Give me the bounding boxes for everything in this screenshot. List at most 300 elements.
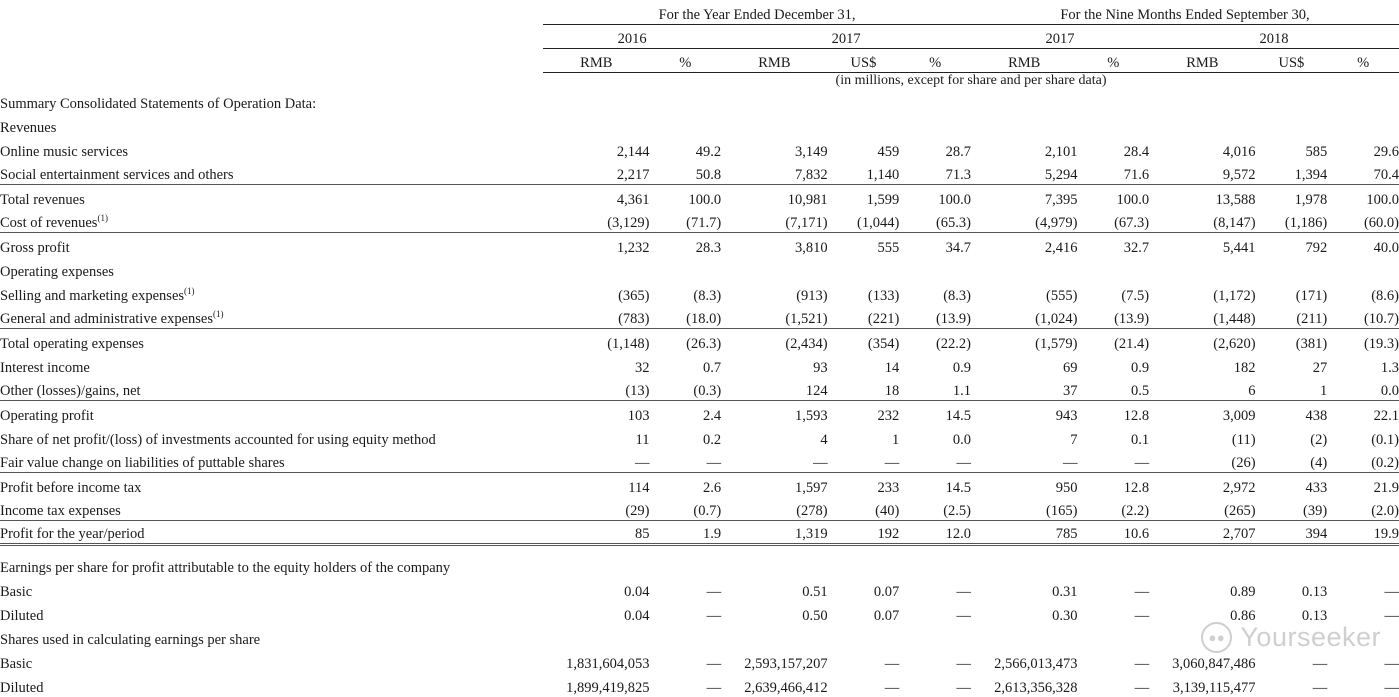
cell-value: (22.2) bbox=[899, 329, 971, 353]
cell-value: (1,024) bbox=[1035, 311, 1078, 327]
header-spacer bbox=[0, 24, 543, 48]
row-label: Income tax expenses bbox=[0, 503, 121, 519]
cell-value: 438 bbox=[1256, 401, 1328, 425]
cell-value: (2.2) bbox=[1121, 503, 1150, 519]
cell-value: 2.6 bbox=[650, 473, 722, 497]
header-col-pct-2017: % bbox=[899, 48, 971, 72]
table-row bbox=[0, 329, 1399, 353]
row-label: Summary Consolidated Statements of Operation Data: bbox=[0, 95, 317, 112]
cell-value bbox=[1327, 89, 1399, 113]
cell-value: 4,016 bbox=[1222, 143, 1256, 160]
cell-value: 40.0 bbox=[1327, 233, 1399, 257]
header-currency-row bbox=[0, 48, 1399, 72]
cell-value bbox=[543, 113, 649, 137]
cell-value: — bbox=[1134, 656, 1150, 672]
cell-value: — bbox=[706, 608, 722, 624]
cell-value: 32.7 bbox=[1077, 233, 1149, 257]
cell-value: (19.3) bbox=[1327, 329, 1399, 353]
cell-value bbox=[650, 113, 722, 137]
cell-value: 3,139,115,477 bbox=[1172, 680, 1256, 696]
cell-value: 9,572 bbox=[1222, 167, 1256, 183]
cell-value: 71.6 bbox=[1123, 167, 1150, 183]
cell-value: (67.3) bbox=[1114, 215, 1150, 231]
cell-value: 1,232 bbox=[543, 233, 649, 257]
row-label: Total operating expenses bbox=[0, 329, 543, 353]
cell-value: 2,101 bbox=[1044, 143, 1078, 160]
cell-value: 2,217 bbox=[616, 167, 650, 183]
cell-value: 1,597 bbox=[721, 473, 827, 497]
cell-value: 2,613,356,328 bbox=[994, 680, 1078, 696]
table-header bbox=[0, 0, 1399, 89]
cell-value: — bbox=[813, 455, 828, 471]
cell-value: 1,831,604,053 bbox=[566, 656, 650, 672]
cell-value: — bbox=[1384, 656, 1399, 672]
header-year-row bbox=[0, 24, 1399, 48]
header-group-nine-months: For the Nine Months Ended September 30, bbox=[971, 0, 1399, 24]
cell-value: 0.13 bbox=[1301, 584, 1328, 600]
cell-value: — bbox=[1134, 608, 1150, 624]
table-row bbox=[0, 281, 1399, 305]
table-row bbox=[0, 425, 1399, 449]
cell-value: 124 bbox=[805, 383, 828, 399]
cell-value: 0.04 bbox=[624, 584, 650, 600]
cell-value: 792 bbox=[1256, 233, 1328, 257]
cell-value: (365) bbox=[618, 287, 650, 304]
header-group-year: For the Year Ended December 31, bbox=[543, 0, 971, 24]
cell-value bbox=[899, 257, 971, 281]
cell-value bbox=[1256, 257, 1328, 281]
row-label: Revenues bbox=[0, 119, 57, 136]
row-label: Operating profit bbox=[0, 401, 543, 425]
cell-value: — bbox=[884, 680, 900, 696]
cell-value bbox=[1256, 113, 1328, 137]
cell-value: 0.0 bbox=[952, 431, 971, 448]
table-row bbox=[0, 601, 1399, 625]
cell-value: 19.9 bbox=[1327, 521, 1399, 545]
cell-value bbox=[1149, 113, 1255, 137]
row-label: General and administrative expenses$^{(1)}$ bbox=[0, 309, 224, 327]
cell-value: 0.50 bbox=[802, 608, 828, 624]
header-col-rmb-2017: RMB bbox=[721, 48, 827, 72]
header-group-row bbox=[0, 0, 1399, 24]
cell-value: 11 bbox=[635, 431, 650, 448]
cell-value: 0.1 bbox=[1130, 431, 1150, 448]
cell-value: 3,149 bbox=[794, 143, 828, 160]
cell-value: 100.0 bbox=[650, 185, 722, 209]
cell-value: 555 bbox=[828, 233, 900, 257]
cell-value: 0.13 bbox=[1301, 608, 1328, 624]
cell-value: (10.7) bbox=[1363, 311, 1399, 327]
cell-value: 0.86 bbox=[1230, 608, 1256, 624]
cell-value: 943 bbox=[971, 401, 1077, 425]
cell-value: 2,593,157,207 bbox=[744, 656, 828, 672]
cell-value bbox=[1256, 625, 1328, 649]
table-row bbox=[0, 161, 1399, 185]
cell-value: 0.51 bbox=[802, 584, 828, 600]
row-label: Share of net profit/(loss) of investments accounted for using equity method bbox=[0, 431, 436, 448]
cell-value bbox=[828, 625, 900, 649]
cell-value bbox=[1077, 89, 1149, 113]
table-row bbox=[0, 649, 1399, 673]
cell-value: (4,979) bbox=[1035, 215, 1078, 231]
cell-value: (2,434) bbox=[721, 329, 827, 353]
table-row bbox=[0, 625, 1399, 649]
cell-value: 0.04 bbox=[624, 608, 650, 624]
cell-value: (7,171) bbox=[785, 215, 828, 231]
cell-value: (60.0) bbox=[1363, 215, 1399, 231]
cell-value: (913) bbox=[796, 287, 828, 304]
cell-value: 585 bbox=[1305, 143, 1328, 160]
cell-value: — bbox=[706, 455, 722, 471]
cell-value: (1,148) bbox=[543, 329, 649, 353]
row-label: Fair value change on liabilities of puttable shares bbox=[0, 455, 285, 471]
cell-value: 2,639,466,412 bbox=[744, 680, 828, 696]
cell-value: 28.7 bbox=[945, 143, 971, 160]
cell-value: 29.6 bbox=[1373, 143, 1399, 160]
cell-value: 1,978 bbox=[1256, 185, 1328, 209]
cell-value: 1,319 bbox=[721, 521, 827, 545]
cell-value: (2.5) bbox=[943, 503, 971, 519]
cell-value: 49.2 bbox=[695, 143, 722, 160]
table-row bbox=[0, 377, 1399, 401]
cell-value: 12.8 bbox=[1077, 401, 1149, 425]
row-label: Shares used in calculating earnings per share bbox=[0, 632, 261, 648]
cell-value: — bbox=[1312, 656, 1328, 672]
cell-value bbox=[1077, 257, 1149, 281]
table-row bbox=[0, 353, 1399, 377]
cell-value: 100.0 bbox=[1327, 185, 1399, 209]
cell-value: 950 bbox=[971, 473, 1077, 497]
cell-value: 1.3 bbox=[1380, 359, 1399, 376]
cell-value: 100.0 bbox=[899, 185, 971, 209]
table-row bbox=[0, 449, 1399, 473]
watermark-label: Yourseeker bbox=[1240, 622, 1381, 652]
row-label: Earnings per share for profit attributable to the equity holders of the company bbox=[0, 560, 451, 576]
cell-value bbox=[1149, 89, 1255, 113]
cell-value: 7 bbox=[1070, 431, 1078, 448]
row-label: Basic bbox=[0, 656, 33, 672]
cell-value bbox=[1327, 113, 1399, 137]
cell-value: 22.1 bbox=[1327, 401, 1399, 425]
cell-value bbox=[543, 257, 649, 281]
cell-value bbox=[721, 257, 827, 281]
cell-value: 0.30 bbox=[1052, 608, 1078, 624]
cell-value: 13,588 bbox=[1149, 185, 1255, 209]
cell-value: (26.3) bbox=[650, 329, 722, 353]
table-row bbox=[0, 233, 1399, 257]
cell-value bbox=[971, 89, 1077, 113]
cell-value: (265) bbox=[1224, 503, 1256, 519]
cell-value: 0.07 bbox=[873, 608, 900, 624]
cell-value: 27 bbox=[1312, 359, 1328, 376]
cell-value: 0.89 bbox=[1230, 584, 1256, 600]
cell-value: (40) bbox=[875, 503, 900, 519]
cell-value bbox=[721, 113, 827, 137]
cell-value bbox=[650, 553, 722, 577]
cell-value: (8.3) bbox=[693, 287, 722, 304]
cell-value bbox=[721, 89, 827, 113]
cell-value: 12.8 bbox=[1077, 473, 1149, 497]
cell-value: 21.9 bbox=[1327, 473, 1399, 497]
cell-value: (39) bbox=[1303, 503, 1328, 519]
cell-value bbox=[899, 553, 971, 577]
cell-value: 93 bbox=[813, 359, 828, 376]
table-row bbox=[0, 521, 1399, 545]
cell-value bbox=[1149, 257, 1255, 281]
cell-value: 14 bbox=[884, 359, 900, 376]
header-col-pct-2016: % bbox=[650, 48, 722, 72]
cell-value: (2.0) bbox=[1371, 503, 1399, 519]
cell-value: — bbox=[1134, 584, 1150, 600]
cell-value bbox=[899, 625, 971, 649]
cell-value: — bbox=[956, 680, 971, 696]
cell-value: 50.8 bbox=[695, 167, 722, 183]
cell-value: 4 bbox=[820, 431, 828, 448]
cell-value: (8.3) bbox=[943, 287, 971, 304]
cell-value: (0.2) bbox=[1371, 455, 1399, 471]
table-row bbox=[0, 89, 1399, 113]
cell-value: 34.7 bbox=[899, 233, 971, 257]
cell-value: 14.5 bbox=[899, 473, 971, 497]
cell-value bbox=[543, 553, 649, 577]
table-body bbox=[0, 89, 1399, 697]
cell-value bbox=[650, 257, 722, 281]
cell-value bbox=[971, 553, 1077, 577]
cell-value: 100.0 bbox=[1077, 185, 1149, 209]
cell-value bbox=[971, 625, 1077, 649]
cell-value: 37 bbox=[1062, 383, 1078, 399]
cell-value: 7,395 bbox=[971, 185, 1077, 209]
cell-value bbox=[543, 89, 649, 113]
cell-value: 28.3 bbox=[650, 233, 722, 257]
cell-value: 2,707 bbox=[1149, 521, 1255, 545]
cell-value: (11) bbox=[1231, 431, 1256, 448]
table-row bbox=[0, 305, 1399, 329]
table-row bbox=[0, 473, 1399, 497]
cell-value: (171) bbox=[1295, 287, 1328, 304]
table-row bbox=[0, 209, 1399, 233]
row-label: Total revenues bbox=[0, 185, 543, 209]
cell-value: (381) bbox=[1256, 329, 1328, 353]
cell-value: 6 bbox=[1248, 383, 1256, 399]
cell-value: 12.0 bbox=[899, 521, 971, 545]
spacer-cell bbox=[0, 545, 1399, 554]
cell-value: (65.3) bbox=[935, 215, 971, 231]
cell-value: 1,140 bbox=[866, 167, 900, 183]
cell-value: 182 bbox=[1233, 359, 1256, 376]
row-label: Selling and marketing expenses$^{(1)}$ bbox=[0, 285, 195, 304]
cell-value bbox=[828, 257, 900, 281]
table-row bbox=[0, 577, 1399, 601]
cell-value: 32 bbox=[635, 359, 650, 376]
cell-value bbox=[650, 625, 722, 649]
cell-value: — bbox=[1384, 680, 1399, 696]
cell-value: 2,144 bbox=[616, 143, 650, 160]
row-label: Profit for the year/period bbox=[0, 521, 543, 545]
cell-value: (278) bbox=[796, 503, 828, 519]
unit-note: (in millions, except for share and per share data) bbox=[835, 72, 1107, 88]
cell-value: 459 bbox=[877, 143, 900, 160]
cell-value: 3,009 bbox=[1149, 401, 1255, 425]
cell-value: (4) bbox=[1310, 455, 1328, 471]
cell-value: — bbox=[706, 584, 722, 600]
cell-value: 3,810 bbox=[721, 233, 827, 257]
cell-value bbox=[1327, 553, 1399, 577]
header-spacer bbox=[0, 48, 543, 72]
cell-value: 0.9 bbox=[1130, 359, 1150, 376]
cell-value: 0.9 bbox=[952, 359, 971, 376]
cell-value: (133) bbox=[867, 287, 900, 304]
header-col-pct-2018-9m: % bbox=[1327, 48, 1399, 72]
row-label: Online music services bbox=[0, 143, 129, 160]
wechat-icon: ●● bbox=[1201, 622, 1232, 653]
cell-value bbox=[828, 89, 900, 113]
cell-value: 1 bbox=[1319, 383, 1328, 399]
cell-value bbox=[721, 553, 827, 577]
cell-value: — bbox=[1312, 680, 1328, 696]
cell-value: (1,044) bbox=[856, 215, 900, 231]
cell-value: 71.3 bbox=[945, 167, 971, 183]
row-label: Cost of revenues$^{(1)}$ bbox=[0, 213, 108, 231]
cell-value: — bbox=[1384, 584, 1399, 600]
cell-value: 1,599 bbox=[828, 185, 900, 209]
header-year-2017-fy: 2017 bbox=[721, 24, 971, 48]
cell-value: 785 bbox=[971, 521, 1077, 545]
cell-value: (29) bbox=[625, 503, 650, 519]
footnote-marker: (1) bbox=[184, 285, 195, 296]
cell-value: (18.0) bbox=[686, 311, 722, 327]
header-col-rmb-2016: RMB bbox=[543, 48, 649, 72]
cell-value: — bbox=[956, 455, 971, 471]
cell-value: (211) bbox=[1296, 311, 1328, 327]
cell-value: (71.7) bbox=[686, 215, 722, 231]
cell-value bbox=[1077, 113, 1149, 137]
cell-value bbox=[1327, 257, 1399, 281]
cell-value: 18 bbox=[884, 383, 900, 399]
cell-value: — bbox=[956, 656, 971, 672]
cell-value bbox=[899, 89, 971, 113]
cell-value: — bbox=[1384, 608, 1399, 624]
cell-value: (7.5) bbox=[1121, 287, 1150, 304]
row-spacer bbox=[0, 545, 1399, 554]
header-col-rmb-2017-9m: RMB bbox=[971, 48, 1077, 72]
cell-value: 1,899,419,825 bbox=[566, 680, 650, 696]
header-col-usd-2017: US$ bbox=[828, 48, 900, 72]
cell-value: — bbox=[884, 656, 900, 672]
cell-value: — bbox=[1134, 455, 1150, 471]
cell-value bbox=[1077, 625, 1149, 649]
cell-value: (0.1) bbox=[1371, 431, 1399, 448]
row-label: Other (losses)/gains, net bbox=[0, 383, 141, 399]
row-label: Diluted bbox=[0, 608, 44, 624]
row-label: Basic bbox=[0, 584, 33, 600]
cell-value: 1,593 bbox=[721, 401, 827, 425]
cell-value: 0.2 bbox=[703, 431, 722, 448]
cell-value: (2,620) bbox=[1149, 329, 1255, 353]
cell-value: — bbox=[956, 584, 971, 600]
cell-value: (3,129) bbox=[607, 215, 650, 231]
cell-value: (8.6) bbox=[1371, 287, 1399, 304]
table-row bbox=[0, 673, 1399, 697]
cell-value: (555) bbox=[1046, 287, 1078, 304]
cell-value: — bbox=[706, 680, 722, 696]
cell-value: (1,579) bbox=[971, 329, 1077, 353]
cell-value: 103 bbox=[543, 401, 649, 425]
cell-value: (1,186) bbox=[1284, 215, 1328, 231]
cell-value: 1.1 bbox=[952, 383, 971, 399]
table-row bbox=[0, 137, 1399, 161]
cell-value: (1,521) bbox=[785, 311, 828, 327]
cell-value: (2) bbox=[1310, 431, 1328, 448]
cell-value: (1,448) bbox=[1213, 311, 1256, 327]
row-label: Gross profit bbox=[0, 233, 543, 257]
cell-value: 232 bbox=[828, 401, 900, 425]
cell-value: 0.07 bbox=[873, 584, 900, 600]
cell-value bbox=[971, 257, 1077, 281]
row-label: Interest income bbox=[0, 359, 90, 376]
cell-value: (221) bbox=[867, 311, 900, 327]
cell-value: 10,981 bbox=[721, 185, 827, 209]
cell-value bbox=[899, 113, 971, 137]
cell-value bbox=[543, 625, 649, 649]
cell-value bbox=[828, 553, 900, 577]
cell-value: 0.5 bbox=[1130, 383, 1150, 399]
header-col-pct-2017-9m: % bbox=[1077, 48, 1149, 72]
cell-value: 114 bbox=[543, 473, 649, 497]
cell-value: 2,566,013,473 bbox=[994, 656, 1078, 672]
cell-value: (783) bbox=[618, 311, 650, 327]
footnote-marker: (1) bbox=[97, 213, 108, 224]
table-row bbox=[0, 497, 1399, 521]
cell-value: (13.9) bbox=[935, 311, 971, 327]
cell-value: (21.4) bbox=[1077, 329, 1149, 353]
table-row bbox=[0, 401, 1399, 425]
cell-value: 0.7 bbox=[703, 359, 722, 376]
row-label: Profit before income tax bbox=[0, 473, 543, 497]
cell-value: — bbox=[706, 656, 722, 672]
cell-value: (354) bbox=[828, 329, 900, 353]
cell-value: 7,832 bbox=[794, 167, 828, 183]
cell-value: 69 bbox=[1062, 359, 1078, 376]
header-col-rmb-2018-9m: RMB bbox=[1149, 48, 1255, 72]
cell-value: 233 bbox=[828, 473, 900, 497]
header-spacer bbox=[0, 0, 543, 24]
cell-value: 70.4 bbox=[1373, 167, 1399, 183]
cell-value: (8,147) bbox=[1213, 215, 1256, 231]
cell-value bbox=[1077, 553, 1149, 577]
cell-value bbox=[650, 89, 722, 113]
cell-value: — bbox=[884, 455, 900, 471]
cell-value: 5,294 bbox=[1044, 167, 1078, 183]
cell-value: 2,416 bbox=[971, 233, 1077, 257]
cell-value: 28.4 bbox=[1123, 143, 1150, 160]
table-row bbox=[0, 257, 1399, 281]
cell-value: — bbox=[1062, 455, 1078, 471]
row-label: Diluted bbox=[0, 680, 44, 696]
cell-value: 10.6 bbox=[1077, 521, 1149, 545]
table-row bbox=[0, 185, 1399, 209]
cell-value bbox=[721, 625, 827, 649]
cell-value bbox=[1149, 553, 1255, 577]
cell-value bbox=[1256, 89, 1328, 113]
cell-value: 4,361 bbox=[543, 185, 649, 209]
cell-value: 85 bbox=[543, 521, 649, 545]
cell-value: (0.7) bbox=[693, 503, 722, 519]
cell-value: 2.4 bbox=[650, 401, 722, 425]
cell-value: (1,172) bbox=[1213, 287, 1256, 304]
cell-value: 0.0 bbox=[1380, 383, 1399, 399]
table-row bbox=[0, 553, 1399, 577]
